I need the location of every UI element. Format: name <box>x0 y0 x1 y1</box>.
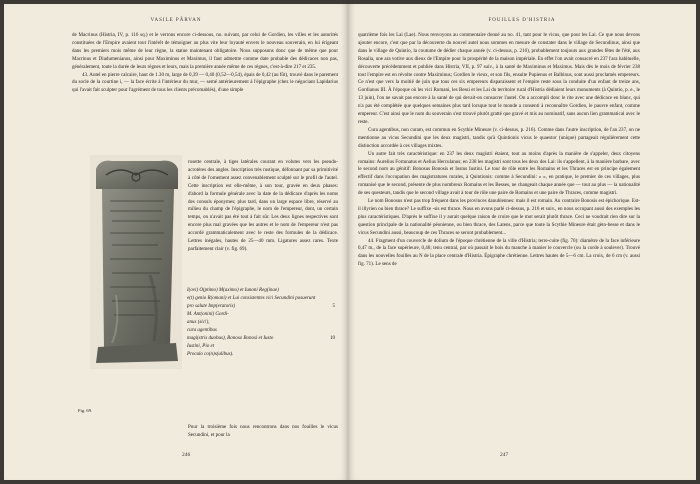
right-paragraph-3: Un autre fait très caractéristique: en 237 les deux magistri étaient, tout au moins d'après la manière de s'appeler, deux citoyens romains: Aurelius Fortunatus et Aelius Herculanus; en 238 les magistri sont tous les deux des Lai: ils s'appellent, à la manière barbare, avec le second nom au génitif: Bonosus Bonosis et Iustus Iustini. Le tour de rôle entre les Romains et les Thraces est en principe également effectif dans l'occupation des magistratures rurales, à Quintionis: comme à Secundini: « », en pratique, le premier de ces villages, plus romanisé que le second, présente de plus nombreux Romains et les Besses, ne changeait chaque année que — tout au plus — la nationalité de ses questeurs, tandis que le second village avait à tour de rôle une paire de Romains et une paire de Thraces, comme magistri. <box>358 150 640 197</box>
right-paragraph-5: 44. Fragment d'un couvercle de dolium de l'époque chrétienne de la ville d'Histria; terre-cuite (fig. 70): diamètre de la face inférieure 0,47 m., de la face supérieure, 0,46; tenu central, par où passait le bois du manche à manier le couvercle (ou la corde à soulever). Trouvé dans les nouvelles fouilles au N de la place centrale d'Histria. Épigraphe chrétienne. Lettres hautes de 5—6 cm. La croix, de 6 cm (v. aussi fig. 71). Le sens de <box>358 237 640 268</box>
page-number-right: 247 <box>500 452 509 458</box>
altar-figure <box>90 155 182 369</box>
inscription-line: I(ovi) O(ptimo) M(aximo) et Iunoni Reg(inae) <box>187 288 279 293</box>
inscription-line: Iustini, Pio et <box>187 344 215 349</box>
left-bottom-text: Pour la troisième fois nous rencontrons dans nos fouilles le vicus Secundini, et pour la <box>188 424 338 438</box>
running-head-right: FOUILLES D'HISTRIA <box>488 18 556 23</box>
inscription-line: cura agentibus <box>187 328 217 333</box>
inscription-line: e(t) genio R(omani) et Lui consistentes vici Secundini posuerunt <box>187 296 316 301</box>
left-top-text <box>72 32 338 95</box>
right-text <box>358 32 640 269</box>
left-page <box>4 4 348 480</box>
right-paragraph-1: quatrième fois les Lai (Lae). Nous renvoyons au commentaire donné au no. 41, tant pour le vicus, que pour les Lai. Ce que nous devons ajouter encore, c'est que par la découverte du nouvel autel nous sommes en mesure de constater dans le village de Secundinus, ainsi que dans le village de Quintio, la coutume de dédier chaque année (v. ci-dessus, p. 216), probablement toujours aux grandes fêtes de l'été, aux Rosalia, une ara votive aux dieux de l'Empire pour la prospérité de la maison impériale. En effet l'on avait consacré en 237 l'ara habituelle, découverte précédemment et publiée dans Histria, VII, p. 97 suiv., à la santé de Maximinus et Maximus. Mais dès le mois de février 238 tout l'empire est en révolte contre Maximinus; Gordien le vieux, et son fils, ensuite Pupienus et Balbinus, sont aussi proclamés empereurs. Ce n'est que vers la moitié de juin que tous ces six empereurs disparaissent et l'empire reste sous la conduite d'un enfant de treize ans, Gordianus III. À l'époque où les vici Romani, les Bessi et les Lai du territoire rural d'Histria dédiaient leurs monuments (à Quintio, p. e., le 13 juin), l'on ne savait pas encore à la santé de qui devait-on consacrer l'autel. On a accompli donc le rite avec une dédicace en blanc, qui n'a pas été complétée que quelques semaines plus tard lorsque tout le monde a consenti à reconnaître Gordien, le pauvre enfant, comme empereur. C'est ainsi que le nom du souverain s'est trouvé plutôt gratté que gravé et mis au nominatif, sans aucun lien grammatical avec le reste. <box>358 32 640 125</box>
left-paragraph-1: de Macrinus (Histria, IV, p. 116 sq.) et le verrons encore ci-dessous, no. suivant, par celui de Gordien, les villes et les autorités constituées de l'Empire avaient tout l'intérêt de témoigner au plus vite leur loyauté envers le nouveau souverain, en lui érigeant dans les premiers mois même de leur règne, la statue maintenant obligatoire. Nous supposons donc que de même que pour Macrinus et Diadumenianus, ainsi pour Maximinus et Maximus, il faut admettre comme date probable des dédicaces non pas, généralement, toute la durée de leurs règnes et leurs, mais la première année même de ces règnes, c'est-à-dire 217 et 235. <box>72 32 338 70</box>
stone-altar-image <box>90 155 182 369</box>
running-head-left: VASILE PÂRVAN <box>150 18 202 23</box>
left-paragraph-2: 43. Autel en pierre calcaire, haut de 1.30 m, large de 0,39 — 0,40 (0,52—0,54), épais de 0,42 (au fût), trouvé dans le parement du socle de la courtine i, — la face écrite à l'intérieur du mur, — semé antérieurement à l'épigraphe (chez le négociant Lapidarius qui l'avait fait sculpter pour l'agrément de tous les clients précomablés), d'une simple <box>72 71 338 94</box>
right-page <box>348 4 696 480</box>
book-spread <box>4 4 696 480</box>
inscription-line: anus (sic!), <box>187 320 210 325</box>
right-paragraph-4: Le nom Bonosus n'est pas trop fréquent dans les provinces danubiennes: mais il est romain. Au contraire Bonosis est épichorique. Est-il illyrien ou bien thrace? Le suffixe -sis est thrace. Nous en avons parlé ci-dessus, p. 216 et suiv., en nous occupant aussi des exemples les plus caractéristiques. D'après le suffixe il y aurait quelque raison de croire que le mot serait plutôt thrace. Ceci ne voudrait rien dire sur la question principale de la nationalité péonienne, ou bien thrace, des Latens, parce que toute la Scythie Mineure était gèto-besse et dans le vicus Secundini aussi, beaucoup de ces Thraces se seront probablement... <box>358 198 640 236</box>
page-number-left: 246 <box>182 452 191 458</box>
inscription-line: pro salute Imp(eratoris) 5 <box>187 304 335 309</box>
figure-caption: Fig. 69. <box>78 408 93 413</box>
left-side-text: rosette centrale, à tiges latérales courant en volutes vers les pseudo-acrotères des angles. Inscription très rustique, défonnant par sa primitivité à côté de l'ornement assez convenablement sculpté sur le profil de l'autel. Cette inscription est elle-même, à son tour, gravée en deux phases: d'abord la formule générale avec la date de la dédicace d'après les noms des consuls éponymes; plus tard, dans un large espace libre, réservé au milieu du champ de l'épigraphe, le nom de l'empereur, dont, un certain temps, on n'avait pas été tout à fait sûr. Les deux lignes respectives sont encore plus mal gravées que les autres et le nom de l'empereur n'est pas accordé grammaticalement avec le reste des formules de la dédicace. Lettres inégales, hautes de 25—40 mm. Ligatures assez rares. Texte parfaitement clair (v. fig. 69). <box>188 159 338 252</box>
inscription-line: magi(stris duobus), Bonoso Bonosi et Iusto 10 <box>187 336 335 341</box>
inscription-line: M. Ant(onini) Gordi- <box>187 312 229 317</box>
inscription-transcription <box>187 287 339 359</box>
right-paragraph-2: Cura agentibus, non curam, est commun en Scythie Mineure (v. ci-dessus, p. 216). Comme dans l'autre inscription, de l'an 237, on ne mentionne au vicus Secundini que les deux magistri, tandis qu'à Quintionis vicus le quaestor (unique) partageait régulièrement cette distinction accordée à ces villages mixtes. <box>358 126 640 149</box>
inscription-line: Proculo co(n)s(ulibus). <box>187 352 234 357</box>
